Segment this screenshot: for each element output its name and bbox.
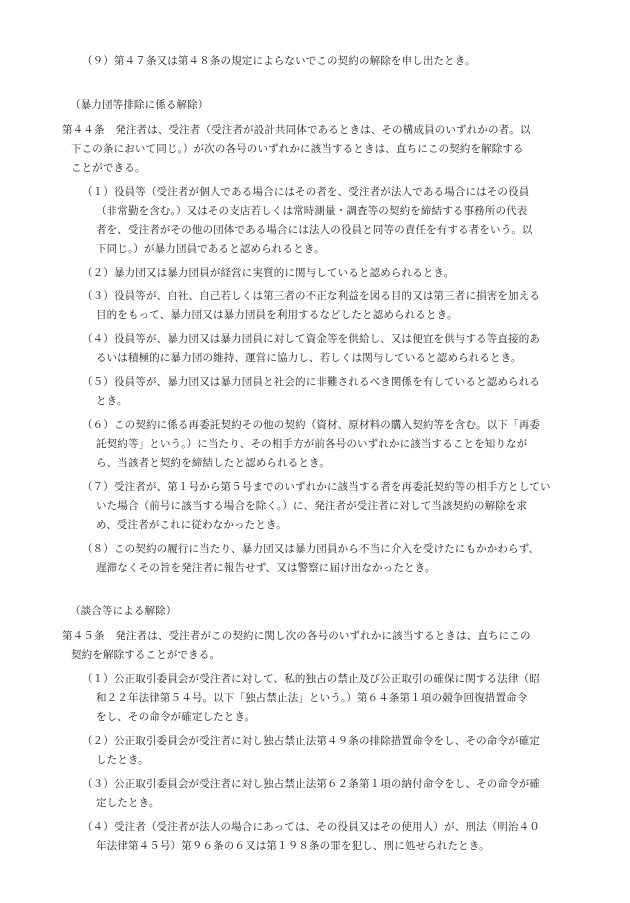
item-text: をし、その命令が確定したとき。 — [96, 711, 256, 723]
item-text: とき。 — [96, 395, 128, 407]
item-number: （４） — [82, 333, 114, 345]
item-number: （２） — [82, 267, 114, 279]
item-number: （７） — [82, 481, 114, 493]
item-number: （３） — [82, 290, 114, 302]
item-text: ら、当該者と契約を締結したと認められるとき。 — [96, 457, 330, 469]
item-number: （５） — [82, 376, 114, 388]
item-text: 受注者が、第１号から第５号までのいずれかに該当する者を再委託契約等の相手方としてい — [114, 481, 551, 493]
section-heading: （暴力団等排除に係る解除） — [70, 99, 209, 111]
item-number: （８） — [82, 543, 114, 555]
item-text: したとき。 — [96, 754, 149, 766]
item-text: この契約の履行に当たり、暴力団又は暴力団員から不当に介入を受けたにもかかわらず、 — [114, 543, 540, 555]
item-text: るいは積極的に暴力団の維持、運営に協力し、若しくは関与していると認められるとき。 — [96, 352, 522, 364]
article-text: 下この条において同じ。）が次の各号のいずれかに該当するときは、直ちにこの契約を解除する — [71, 143, 524, 155]
item-text: この契約に係る再委託契約その他の契約（資材、原材料の購入契約等を含む。以下「再委 — [114, 419, 540, 431]
item-number: （１） — [82, 673, 114, 685]
item-text: 遅滞なくその旨を発注者に報告せず、又は警察に届け出なかったとき。 — [96, 562, 436, 574]
item-text: 和２２年法律第５４号。以下「独占禁止法」という。）第６４条第１項の競争回復措置命令 — [96, 692, 528, 704]
item-text: 定したとき。 — [96, 797, 160, 809]
item-text: 役員等が、暴力団又は暴力団員と社会的に非難されるべき関係を有していると認められる — [114, 376, 540, 388]
item-text: 公正取引委員会が受注者に対し独占禁止法第４９条の排除措置命令をし、その命令が確定 — [114, 735, 540, 747]
article-text: 第４４条 発注者は、受注者（受注者が設計共同体であるときは、その構成員のいずれかの者。以 — [62, 124, 531, 136]
item-number: （６） — [82, 419, 114, 431]
article-text: ことができる。 — [71, 162, 146, 174]
item-text: 公正取引委員会が受注者に対して、私的独占の禁止及び公正取引の確保に関する法律（昭 — [114, 673, 540, 685]
item-number: （９） — [82, 55, 114, 67]
item-text: 下同じ。）が暴力団員であると認められるとき。 — [96, 243, 325, 255]
item-text: 者を、受注者がその他の団体である場合には法人の役員と同等の責任を有する者をいう。以 — [96, 224, 533, 236]
item-number: （２） — [82, 735, 114, 747]
item-text: 受注者（受注者が法人の場合にあっては、その役員又はその使用人）が、刑法（明治４０ — [114, 821, 540, 833]
article-text: 第４５条 発注者は、受注者がこの契約に関し次の各号のいずれかに該当するときは、直ちにこの — [62, 630, 531, 642]
item-text: 目的をもって、暴力団又は暴力団員を利用するなどしたと認められるとき。 — [96, 309, 458, 321]
item-text: 託契約等」という。）に当たり、その相手方が前各号のいずれかに該当することを知りなが — [96, 438, 528, 450]
item-text: 役員等が、自社、自己若しくは第三者の不正な利益を図る目的又は第三者に損害を加える — [114, 290, 540, 302]
item-number: （１） — [82, 186, 114, 198]
item-text: め、受注者がこれに従わなかったとき。 — [96, 519, 287, 531]
article-text: 契約を解除することができる。 — [71, 649, 221, 661]
item-number: （３） — [82, 778, 114, 790]
item-text: （非常勤を含む。）又はその支店若しくは常時測量・調査等の契約を締結する事務所の代表 — [96, 205, 528, 217]
item-text: 年法律第４５号）第９６条の６又は第１９８条の罪を犯し、刑に処せられたとき。 — [96, 840, 490, 852]
section-heading: （談合等による解除） — [70, 605, 177, 617]
item-text: 公正取引委員会が受注者に対し独占禁止法第６２条第１項の納付命令をし、その命令が確 — [114, 778, 540, 790]
item-text: 第４７条又は第４８条の規定によらないでこの契約の解除を申し出たとき。 — [114, 55, 476, 67]
item-text: いた場合（前号に該当する場合を除く。）に、発注者が受注者に対して当該契約の解除を求 — [96, 500, 528, 512]
item-number: （４） — [82, 821, 114, 833]
item-text: 役員等（受注者が個人である場合にはその者を、受注者が法人である場合にはその役員 — [114, 186, 530, 198]
item-text: 役員等が、暴力団又は暴力団員に対して資金等を供給し、又は便宜を供与する等直接的あ — [114, 333, 540, 345]
item-text: 暴力団又は暴力団員が経営に実質的に関与していると認められるとき。 — [114, 267, 455, 279]
